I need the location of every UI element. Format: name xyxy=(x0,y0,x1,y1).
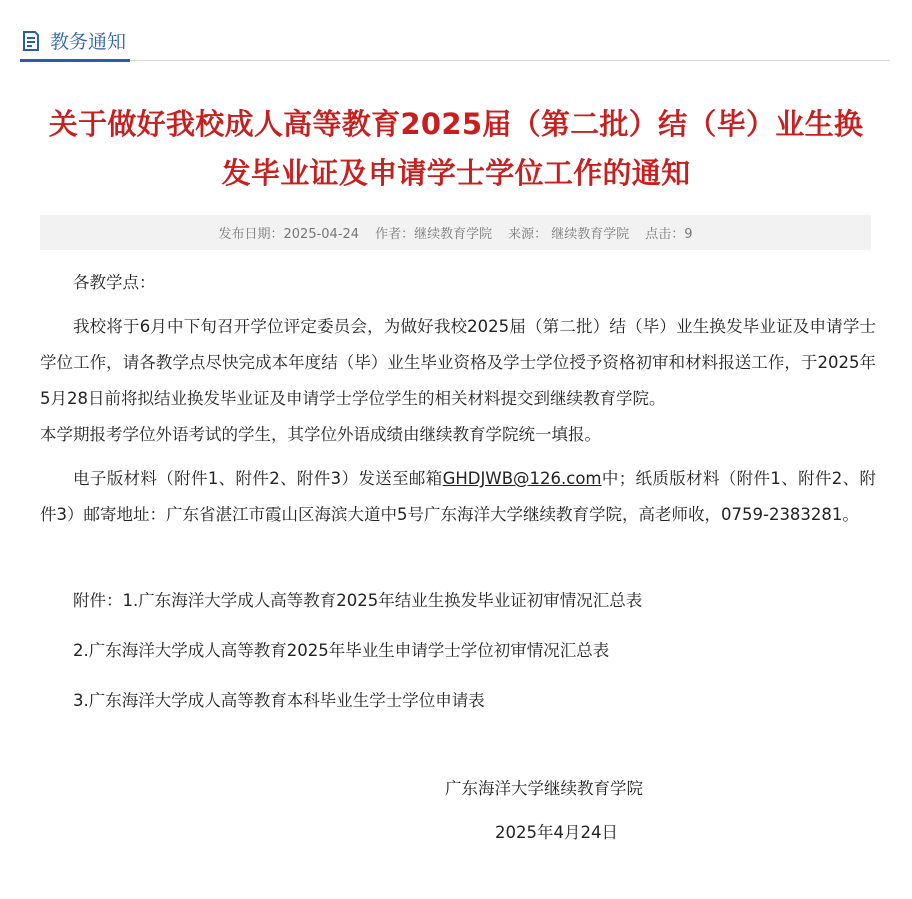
signature-date: 2025年4月24日 xyxy=(495,823,618,842)
source: 来源： 继续教育学院 xyxy=(508,227,630,242)
author: 作者：继续教育学院 xyxy=(375,227,493,242)
paragraph-1-text: 我校将于6月中下旬召开学位评定委员会，为做好我校2025届（第二批）结（毕）业生换发毕业证及申请学士学位工作，请各教学点尽快完成本年度结（毕）业生毕业资格及学士学位授予资格初审和材料报送工作，于2025年5月28日前将拟结业换发毕业证及申请学士学位学生的相关材料提交到继续教育学院。 xyxy=(40,317,876,408)
publish-date: 发布日期：2025-04-24 xyxy=(218,227,360,242)
article-title xyxy=(30,100,882,198)
section-header xyxy=(20,22,890,61)
paragraph-2-after: 中；纸质版材料（附件1、附件2、附件3）邮寄地址：广东省湛江市霞山区海滨大道中5号广东海洋大学继续教育学院，高老师收，0759-2383281。 xyxy=(40,469,876,524)
article-title-line-2: 发毕业证及申请学士学位工作的通知 xyxy=(221,156,691,190)
salutation: 各教学点： xyxy=(73,273,156,292)
attachment-1[interactable]: 附件：1.广东海洋大学成人高等教育2025年结业生换发毕业证初审情况汇总表 xyxy=(73,591,643,610)
tab-academic-notices[interactable] xyxy=(20,22,130,62)
document-list-icon xyxy=(20,30,42,52)
attachment-3[interactable]: 3.广东海洋大学成人高等教育本科毕业生学士学位申请表 xyxy=(73,691,485,710)
click-count: 点击：9 xyxy=(645,227,693,242)
article-body xyxy=(40,265,876,859)
article-meta-bar xyxy=(40,215,871,250)
article-title-line-1: 关于做好我校成人高等教育2025届（第二批）结（毕）业生换 xyxy=(48,107,864,141)
paragraph-1 xyxy=(40,309,876,453)
paragraph-1b-text: 本学期报考学位外语考试的学生，其学位外语成绩由继续教育学院统一填报。 xyxy=(40,425,601,444)
paragraph-2-before: 电子版材料（附件1、附件2、附件3）发送至邮箱 xyxy=(73,469,443,488)
attachment-2[interactable]: 2.广东海洋大学成人高等教育2025年毕业生申请学士学位初审情况汇总表 xyxy=(73,641,610,660)
section-title: 教务通知 xyxy=(50,31,127,53)
signature: 广东海洋大学继续教育学院 xyxy=(445,779,643,798)
email-link[interactable]: GHDJWB@126.com xyxy=(442,469,602,488)
paragraph-2 xyxy=(40,461,876,533)
